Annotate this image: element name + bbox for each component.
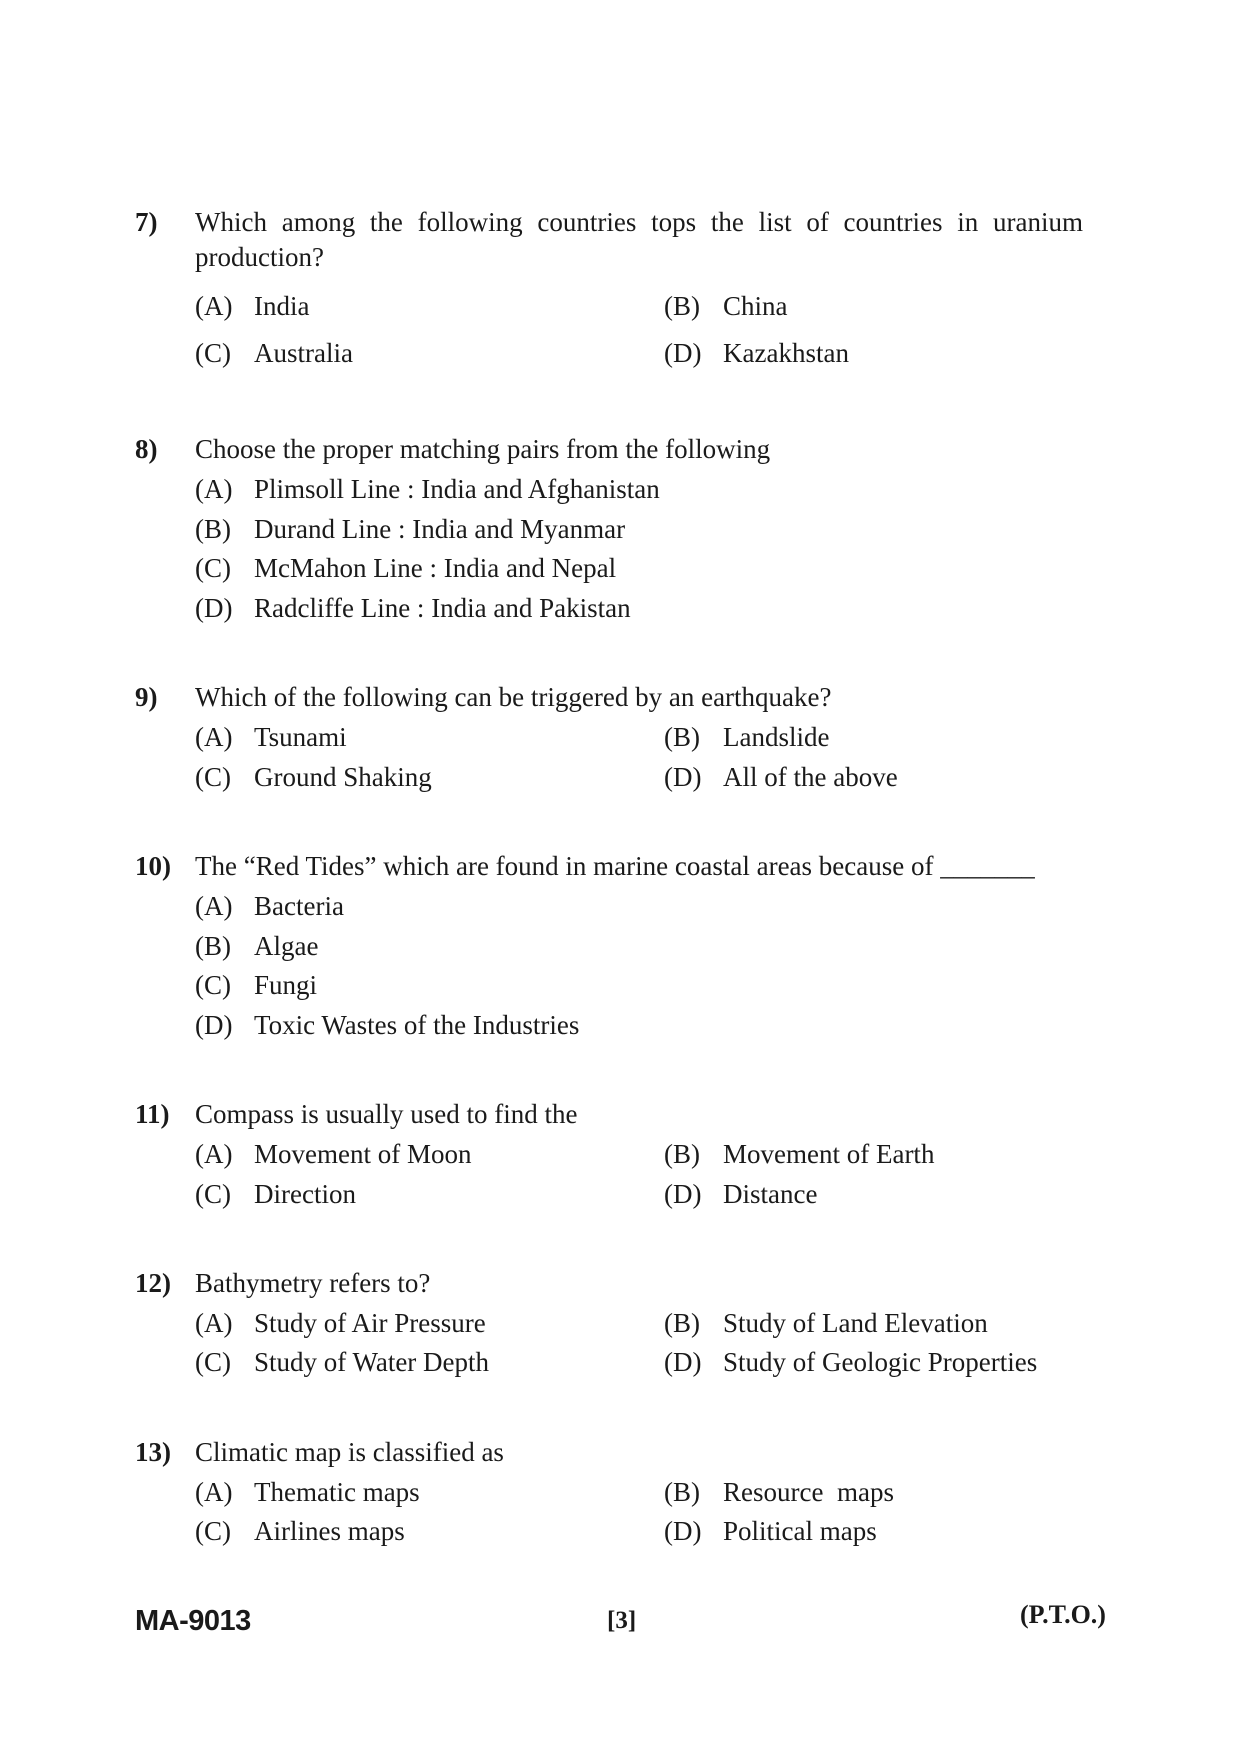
option-label: (C) (195, 553, 231, 583)
option-text: Study of Air Pressure (254, 1308, 486, 1338)
question-number: 10) (135, 851, 171, 881)
option-label: (D) (664, 1179, 702, 1209)
question-number: 11) (135, 1099, 170, 1129)
option-text: Thematic maps (254, 1477, 420, 1507)
option-c (195, 1514, 405, 1549)
option-a (195, 1137, 471, 1172)
option-label: (D) (195, 1010, 233, 1040)
option-d (664, 1345, 1037, 1380)
option-a (195, 472, 660, 507)
option-d (664, 760, 898, 795)
option-d (195, 1008, 579, 1043)
option-label: (B) (664, 722, 700, 752)
option-label: (A) (195, 891, 233, 921)
option-label: (A) (195, 1477, 233, 1507)
option-label: (B) (664, 1139, 700, 1169)
option-label: (C) (195, 762, 231, 792)
option-text: Direction (254, 1179, 356, 1209)
option-b (664, 720, 829, 755)
option-text: Resource maps (723, 1477, 894, 1507)
option-c (195, 551, 616, 586)
option-text: Algae (254, 931, 319, 961)
option-a (195, 1475, 420, 1510)
option-label: (D) (664, 1516, 702, 1546)
option-a (195, 289, 309, 324)
option-label: (C) (195, 1179, 231, 1209)
option-label: (D) (664, 1347, 702, 1377)
option-a (195, 1306, 486, 1341)
option-label: (A) (195, 1308, 233, 1338)
option-d (664, 1177, 817, 1212)
option-label: (B) (664, 1477, 700, 1507)
option-text: McMahon Line : India and Nepal (254, 553, 617, 583)
option-label: (B) (664, 1308, 700, 1338)
question-text: Which among the following countries tops the list of countries in uranium production? (195, 207, 1083, 272)
option-text: Ground Shaking (254, 762, 432, 792)
option-label: (B) (195, 514, 231, 544)
option-label: (A) (195, 1139, 233, 1169)
option-text: Fungi (254, 970, 318, 1000)
option-c (195, 760, 432, 795)
option-b (664, 1137, 934, 1172)
option-text: All of the above (723, 762, 898, 792)
option-label: (A) (195, 722, 233, 752)
option-text: Kazakhstan (723, 338, 849, 368)
option-label: (D) (195, 593, 233, 623)
option-b (195, 929, 318, 964)
option-label: (C) (195, 1516, 231, 1546)
question-text: Choose the proper matching pairs from the following (195, 434, 771, 464)
option-text: Plimsoll Line : India and Afghanistan (254, 474, 660, 504)
option-label: (A) (195, 291, 233, 321)
option-text: Study of Land Elevation (723, 1308, 988, 1338)
option-d (664, 336, 849, 371)
option-text: Study of Water Depth (254, 1347, 490, 1377)
option-a (195, 889, 344, 924)
question-text: Which of the following can be triggered by an earthquake? (195, 682, 832, 712)
option-label: (B) (195, 931, 231, 961)
option-text: Toxic Wastes of the Industries (254, 1010, 580, 1040)
option-a (195, 720, 347, 755)
option-text: Radcliffe Line : India and Pakistan (254, 593, 631, 623)
option-label: (C) (195, 1347, 231, 1377)
option-b (664, 1306, 988, 1341)
question-number: 9) (135, 682, 158, 712)
question-number: 7) (135, 207, 158, 237)
option-d (664, 1514, 877, 1549)
option-text: Durand Line : India and Myanmar (254, 514, 626, 544)
option-text: Airlines maps (254, 1516, 405, 1546)
option-c (195, 336, 353, 371)
option-b (195, 512, 625, 547)
option-b (664, 289, 788, 324)
page-number: [3] (607, 1607, 637, 1634)
option-label: (B) (664, 291, 700, 321)
option-text: Australia (254, 338, 353, 368)
option-label: (C) (195, 970, 231, 1000)
option-text: Distance (723, 1179, 818, 1209)
option-label: (C) (195, 338, 231, 368)
option-text: Bacteria (254, 891, 344, 921)
question-number: 13) (135, 1437, 171, 1467)
question-text: The “Red Tides” which are found in marine coastal areas because of _______ (195, 851, 1035, 881)
question-text: Climatic map is classified as (195, 1437, 504, 1467)
option-text: Movement of Moon (254, 1139, 472, 1169)
option-text: India (254, 291, 310, 321)
question-number: 12) (135, 1268, 171, 1298)
option-c (195, 968, 317, 1003)
option-c (195, 1345, 489, 1380)
please-turn-over: (P.T.O.) (1020, 1600, 1106, 1629)
option-text: China (723, 291, 788, 321)
option-text: Study of Geologic Properties (723, 1347, 1038, 1377)
option-b (664, 1475, 894, 1510)
option-d (195, 591, 631, 626)
question-text: Compass is usually used to find the (195, 1099, 578, 1129)
option-text: Landslide (723, 722, 830, 752)
option-text: Movement of Earth (723, 1139, 935, 1169)
question-text: Bathymetry refers to? (195, 1268, 431, 1298)
option-label: (D) (664, 338, 702, 368)
option-text: Political maps (723, 1516, 877, 1546)
option-label: (D) (664, 762, 702, 792)
paper-code: MA-9013 (135, 1605, 251, 1637)
option-c (195, 1177, 356, 1212)
option-label: (A) (195, 474, 233, 504)
option-text: Tsunami (254, 722, 347, 752)
question-number: 8) (135, 434, 158, 464)
